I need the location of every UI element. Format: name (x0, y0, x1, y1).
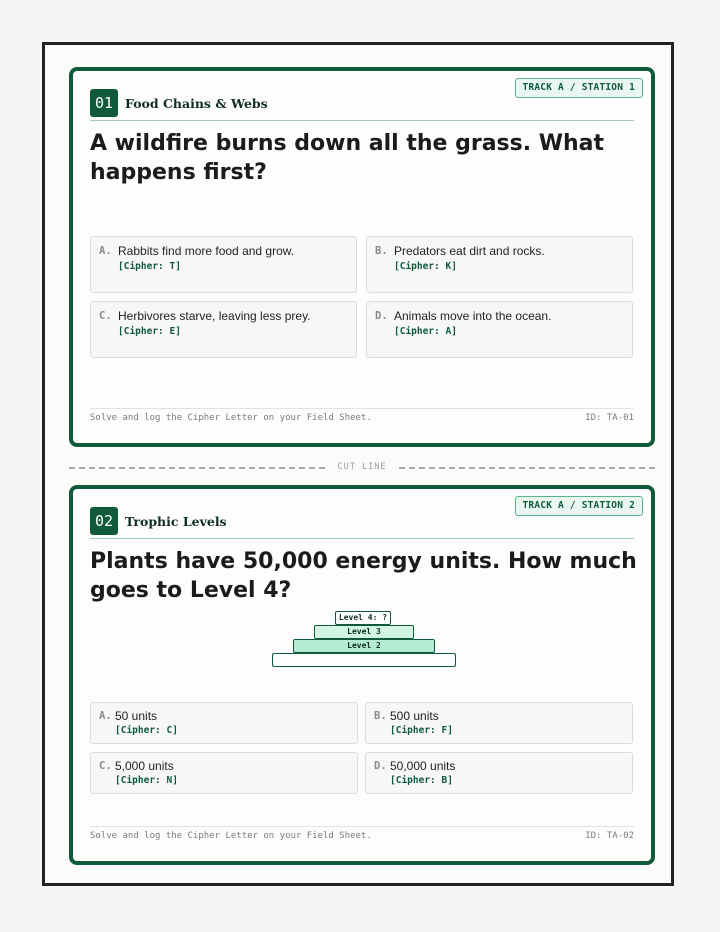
option-text: 50,000 units (390, 759, 456, 773)
option-text: 50 units (115, 709, 158, 723)
question-text: A wildfire burns down all the grass. What happens first? (90, 131, 605, 185)
header-divider (90, 120, 634, 121)
option-cipher: [Cipher: F] (390, 725, 453, 736)
option-letter: D. (374, 760, 387, 772)
option-letter: D. (375, 310, 388, 322)
footer-divider (90, 826, 634, 827)
option-cipher: [Cipher: B] (390, 775, 453, 786)
answer-option-a[interactable] (90, 236, 357, 293)
topic-title: Trophic Levels (125, 513, 227, 529)
pyramid-level-2: Level 2 (293, 639, 435, 653)
option-text: Predators eat dirt and rocks. (394, 244, 545, 258)
option-text: Animals move into the ocean. (394, 309, 552, 323)
station-id: ID: TA-01 (585, 413, 634, 423)
option-text: Herbivores starve, leaving less prey. (118, 309, 311, 323)
station-badge: TRACK A / STATION 1 (515, 78, 643, 98)
footer-instruction: Solve and log the Cipher Letter on your Field Sheet. (90, 831, 372, 841)
answer-option-d[interactable] (366, 301, 633, 358)
header-divider (90, 538, 634, 539)
answer-option-d[interactable] (365, 752, 633, 794)
answer-option-b[interactable] (365, 702, 633, 744)
option-text: Rabbits find more food and grow. (118, 244, 295, 258)
pyramid-level-4: Level 4: ? (335, 611, 391, 625)
footer-instruction: Solve and log the Cipher Letter on your Field Sheet. (90, 413, 372, 423)
answer-option-c[interactable] (90, 301, 357, 358)
answer-option-a[interactable] (90, 702, 358, 744)
answer-option-b[interactable] (366, 236, 633, 293)
station-badge: TRACK A / STATION 2 (515, 496, 643, 516)
station-number: 02 (90, 507, 118, 535)
option-letter: A. (99, 245, 112, 257)
answer-option-c[interactable] (90, 752, 358, 794)
card-header (90, 506, 227, 536)
option-letter: C. (99, 310, 112, 322)
card-header (90, 88, 268, 118)
station-number: 01 (90, 89, 118, 117)
option-cipher: [Cipher: A] (394, 326, 457, 337)
pyramid-level-3: Level 3 (314, 625, 414, 639)
option-cipher: [Cipher: E] (118, 326, 181, 337)
option-cipher: [Cipher: K] (394, 261, 457, 272)
station-card-1 (69, 67, 655, 447)
worksheet-sheet (42, 42, 674, 886)
option-text: 500 units (390, 709, 439, 723)
pyramid-level-1 (272, 653, 456, 667)
cut-line-label: CUT LINE (337, 462, 387, 472)
topic-title: Food Chains & Webs (125, 95, 268, 111)
cut-line (69, 463, 655, 473)
footer-divider (90, 408, 634, 409)
option-letter: A. (99, 710, 112, 722)
station-card-2 (69, 485, 655, 865)
station-id: ID: TA-02 (585, 831, 634, 841)
option-text: 5,000 units (115, 759, 174, 773)
option-cipher: [Cipher: N] (115, 775, 178, 786)
option-cipher: [Cipher: T] (118, 261, 181, 272)
option-letter: B. (375, 245, 388, 257)
option-letter: B. (374, 710, 387, 722)
option-letter: C. (99, 760, 112, 772)
question-text: Plants have 50,000 energy units. How much goes to Level 4? (90, 549, 637, 603)
option-cipher: [Cipher: C] (115, 725, 178, 736)
